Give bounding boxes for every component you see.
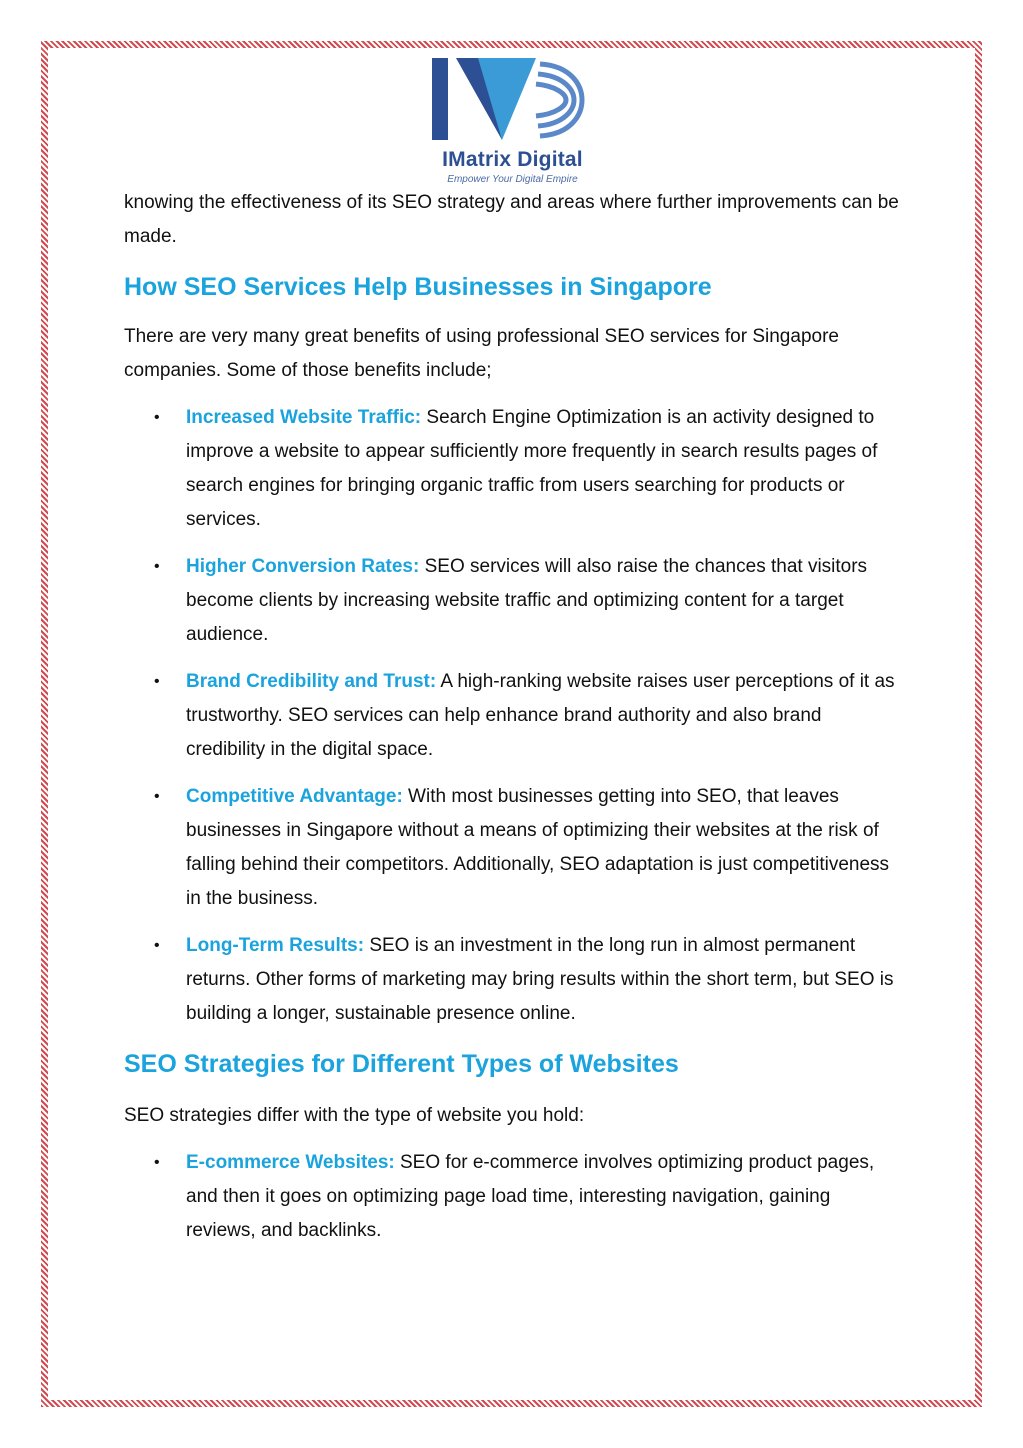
- list-item: [124, 780, 904, 916]
- company-logo: [420, 56, 605, 191]
- list-item: [124, 1146, 904, 1248]
- section-heading-benefits: How SEO Services Help Businesses in Singapore: [124, 273, 712, 301]
- benefits-list: [124, 401, 904, 1031]
- intro-paragraph: knowing the effectiveness of its SEO strategy and areas where further improvements can be made.: [124, 192, 899, 247]
- section-heading-strategies: SEO Strategies for Different Types of Websites: [124, 1050, 679, 1078]
- list-item-title: Competitive Advantage:: [186, 786, 403, 807]
- list-item-text: SEO is an investment in the long run in almost permanent returns. Other forms of marketing may bring results within the short term, but SEO is building a longer, sustainable presence online.: [186, 935, 894, 1024]
- list-item: [124, 929, 904, 1031]
- list-item-title: Higher Conversion Rates:: [186, 556, 420, 577]
- section-intro-paragraph: SEO strategies differ with the type of website you hold:: [124, 1105, 585, 1126]
- bullet-icon: •: [154, 788, 160, 805]
- document-body: [124, 186, 904, 1261]
- bullet-icon: •: [154, 937, 160, 954]
- list-item-title: Long-Term Results:: [186, 935, 365, 956]
- list-item-text: With most businesses getting into SEO, that leaves businesses in Singapore without a means of optimizing their websites at the risk of falling behind their competitors. Additionally, SEO adaptation is just competitiveness in the business.: [186, 786, 890, 909]
- section-intro-paragraph: There are very many great benefits of using professional SEO services for Singapore companies. Some of those benefits include;: [124, 326, 839, 381]
- bullet-icon: •: [154, 1154, 160, 1171]
- logo-wordmark: IMatrix Digital: [442, 148, 583, 171]
- list-item: [124, 401, 904, 537]
- bullet-icon: •: [154, 409, 160, 426]
- bullet-icon: •: [154, 673, 160, 690]
- list-item-title: Brand Credibility and Trust:: [186, 671, 437, 692]
- logo-tagline: Empower Your Digital Empire: [447, 174, 578, 185]
- list-item-text: SEO services will also raise the chances that visitors become clients by increasing website traffic and optimizing content for a target audience.: [186, 556, 868, 645]
- list-item: [124, 665, 904, 767]
- list-item-title: E-commerce Websites:: [186, 1152, 395, 1173]
- imd-logo-icon: [432, 56, 592, 146]
- strategies-list: [124, 1146, 904, 1248]
- list-item-text: Search Engine Optimization is an activity designed to improve a website to appear sufficiently more frequently in search results pages of search engines for bringing organic traffic from users searching for products or services.: [186, 407, 878, 530]
- list-item: [124, 550, 904, 652]
- list-item-text: A high-ranking website raises user perceptions of it as trustworthy. SEO services can help enhance brand authority and also brand credibility in the digital space.: [186, 671, 895, 760]
- bullet-icon: •: [154, 558, 160, 575]
- list-item-title: Increased Website Traffic:: [186, 407, 422, 428]
- list-item-text: SEO for e-commerce involves optimizing product pages, and then it goes on optimizing page load time, interesting navigation, gaining reviews, and backlinks.: [186, 1152, 875, 1241]
